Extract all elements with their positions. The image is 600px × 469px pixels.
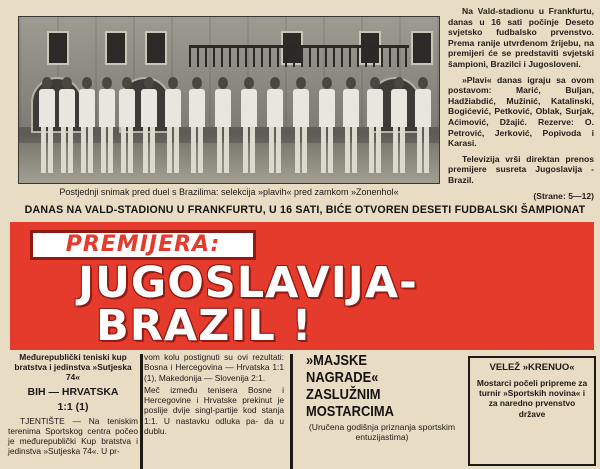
tennis-lead: Međurepublički teniski kup bratstva i jedinstva »Sutjeska 74«: [14, 352, 132, 383]
column-divider: [140, 354, 143, 469]
deck-headline: DANAS NA VALD-STADIONU U FRANKFURTU, U 16 SATI, BIĆE OTVOREN DESETI FUDBALSKI ŠAMPIONAT: [24, 204, 586, 216]
velez-title: VELEŽ »KRENUO«: [489, 362, 575, 373]
tennis-article-continued: [144, 352, 284, 469]
intro-paragraph: Na Vald-stadionu u Frankfurtu, danas u 16 sati počinje Deseto svjetsko fudbalsko prvenstvo. Prema ranije utvrđenom žrijebu, na premijeri će se predstaviti svjetski šampioni, Brazilci i Jugosloveni.: [448, 6, 594, 69]
main-headline-line2: BRAZIL !: [96, 301, 313, 351]
velez-box: [468, 356, 596, 466]
score-title: BIH — HRVATSKA: [27, 385, 119, 398]
tennis-body-continued: vom kolu postignuti su ovi rezultati: Bosna i Hercegovina — Hrvatska 1:1 (1), Makedonija — Slovenija 2:1.: [144, 352, 284, 383]
intro-column: [448, 6, 594, 202]
tennis-article: [8, 352, 138, 469]
page-reference: (Strane: 5—12): [533, 190, 594, 201]
column-divider: [290, 354, 293, 469]
awards-subhead: (Uručena godišnja priznanja sportskim entuzijastima): [308, 422, 456, 443]
intro-paragraph: »Plavi« danas igraju sa ovom postavom: Marić, Buljan, Hadžiabdić, Mužinić, Katalinski, Bogićević, Petković, Oblak, Surjak, Aćimović, Džajić. Rezerve: O. Petrović, Jerković, Popivoda i Karasi.: [448, 74, 594, 149]
main-headline-line1: JUGOSLAVIJA-: [78, 258, 418, 308]
team-photo: [18, 16, 440, 184]
score-value: 1:1 (1): [57, 400, 89, 413]
red-banner: [10, 222, 594, 350]
awards-headline: »MAJSKE NAGRADE« ZASLUŽNIM MOSTARCIMA: [306, 352, 394, 420]
tennis-body-continued: Meč između tenisera Bosne i Hercegovine i Hrvatske prekinut je poslije dvije singl-partije kod stanja 1:1. U nastavku odluka pa- da u dublu.: [144, 384, 284, 437]
awards-article: [306, 352, 458, 469]
photo-caption: Postjednji snimak pred duel s Brazilima: selekcija »plavih« pred zamkom »Zonenhol«: [59, 187, 399, 197]
tennis-body: TJENTIŠTE — Na teniskim terenima Sportskog centra počeo je međurepublički Kup bratstva i jedinstva »Sutjeska 74«. U pr-: [8, 415, 138, 457]
kicker-label: PREMIJERA:: [30, 230, 256, 260]
intro-paragraph: Televizija vrši direktan prenos premijere susreta Jugoslavija - Brazil.: [448, 153, 594, 185]
velez-body: Mostarci počeli pripreme za turnir »Sportskih novina« i za naredno prvenstvo države: [476, 378, 588, 419]
